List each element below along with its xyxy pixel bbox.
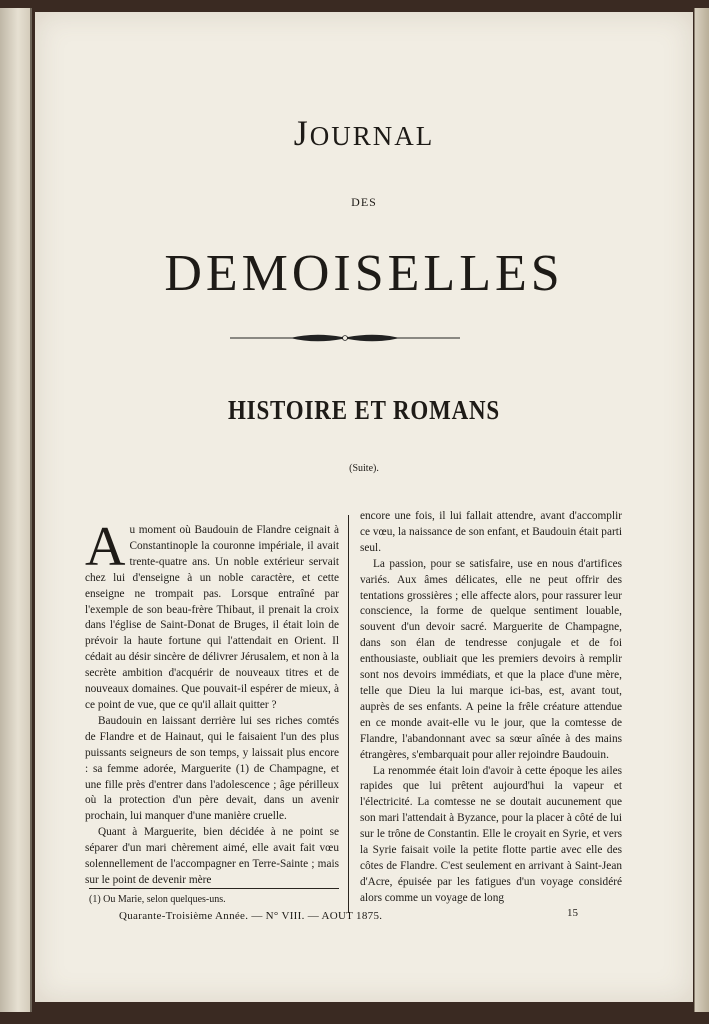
paragraph: u moment où Baudouin de Flandre ceignait à Constantinople la couronne impériale, il avait trente-quatre ans. Un noble extérieur servait chez lui d'enseigne à un noble caractère, et cette enseigne ne trompait pas. Lorsque entraîné par l'exemple de son beau-frère Thibaut, il prenait la croix dans l'église de Saint-Donat de Bruges, il était loin de prévoir la haute fortune qui l'attendait en Orient. Il cédait au désir sincère de délivrer Jérusalem, et non à la secrète ambition d'acquérir de nouveaux titres et de nouveaux domaines. Que pouvait-il espérer de mieux, à ce point de vue, que ce qu'il allait quitter ? <box>85 524 339 711</box>
column-divider <box>348 515 349 913</box>
paragraph: Quant à Marguerite, bien décidée à ne point se séparer d'un mari chèrement aimé, elle avait fait vœu solennellement de l'accompagner en Terre-Sainte ; mais sur le point de devenir mère <box>85 826 339 886</box>
drop-cap: A <box>85 516 126 578</box>
section-title: HISTOIRE ET ROMANS <box>227 395 501 425</box>
masthead-journal-rest: OURNAL <box>309 121 435 151</box>
paragraph: Baudouin en laissant derrière lui ses riches comtés de Flandre et de Hainaut, qui le faisaient l'un des plus puissants seigneurs de son temps, y laissait plus encore : sa femme adorée, Marguerite (1) de Champagne, et une fille près d'entrer dans l'adolescence ; âge périlleux où la protection d'un père devait, dans un avenir prochain, lui manquer d'une manière cruelle. <box>85 714 339 823</box>
masthead-demoiselles: DEMOISELLES <box>164 245 564 302</box>
issue-footer: Quarante-Troisième Année. — N° VIII. — AOUT 1875. <box>119 910 383 922</box>
masthead-des: DES <box>351 195 377 209</box>
footnote: (1) Ou Marie, selon quelques-uns. <box>89 894 226 905</box>
paragraph: encore une fois, il lui fallait attendre, avant d'accomplir ce vœu, la naissance de son enfant, et Baudouin était parti seul. <box>360 510 622 554</box>
journal-page <box>35 12 693 1002</box>
masthead-journal <box>35 112 693 154</box>
article-left-column <box>85 516 339 889</box>
article-right-column <box>360 509 622 907</box>
paragraph: La passion, pour se satisfaire, use en nous d'artifices variés. Aux âmes délicates, elle ne peut offrir des tentations grossières ; elle affecte alors, pour rassurer leur conscience, la forme de quelque sentiment louable, souvent d'un devoir sacré. Marguerite de Champagne, dans son élan de tendresse conjugale et de foi enthousiaste, oubliait que les premiers devoirs à remplir sont nos devoirs immédiats, et que la place d'une mère, telle que Dieu la lui marque ici-bas, est, avant tout, auprès de ses enfants. A peine la frêle créature attendue en ce monde avait-elle vu le jour, que la comtesse de Flandre, l'abandonnant avec sa sœur aînée à des mains étrangères, s'embarquait pour aller rejoindre Baudouin. <box>360 557 622 761</box>
footnote-rule <box>89 888 339 889</box>
ornament-rule <box>230 328 460 348</box>
paragraph: La renommée était loin d'avoir à cette époque les ailes rapides que lui prêtent aujourd'hui la vapeur et l'électricité. La comtesse ne se doutait aucunement que son mari l'attendait à Byzance, pour la placer à côté de lui sur le trône de Constantin. Elle le croyait en Syrie, et vers la Syrie faisait voile la petite flotte partie avec elle des côtes de Flandre. C'est seulement en arrivant à Saint-Jean d'Acre, épuisée par les fatigues d'un voyage considéré alors comme un voyage de long <box>360 764 622 904</box>
masthead-journal-initial: J <box>293 113 310 153</box>
suite-label: (Suite). <box>349 463 379 474</box>
page-number: 15 <box>567 907 578 919</box>
right-page-edge <box>694 8 709 1012</box>
left-page-edge <box>0 8 32 1012</box>
